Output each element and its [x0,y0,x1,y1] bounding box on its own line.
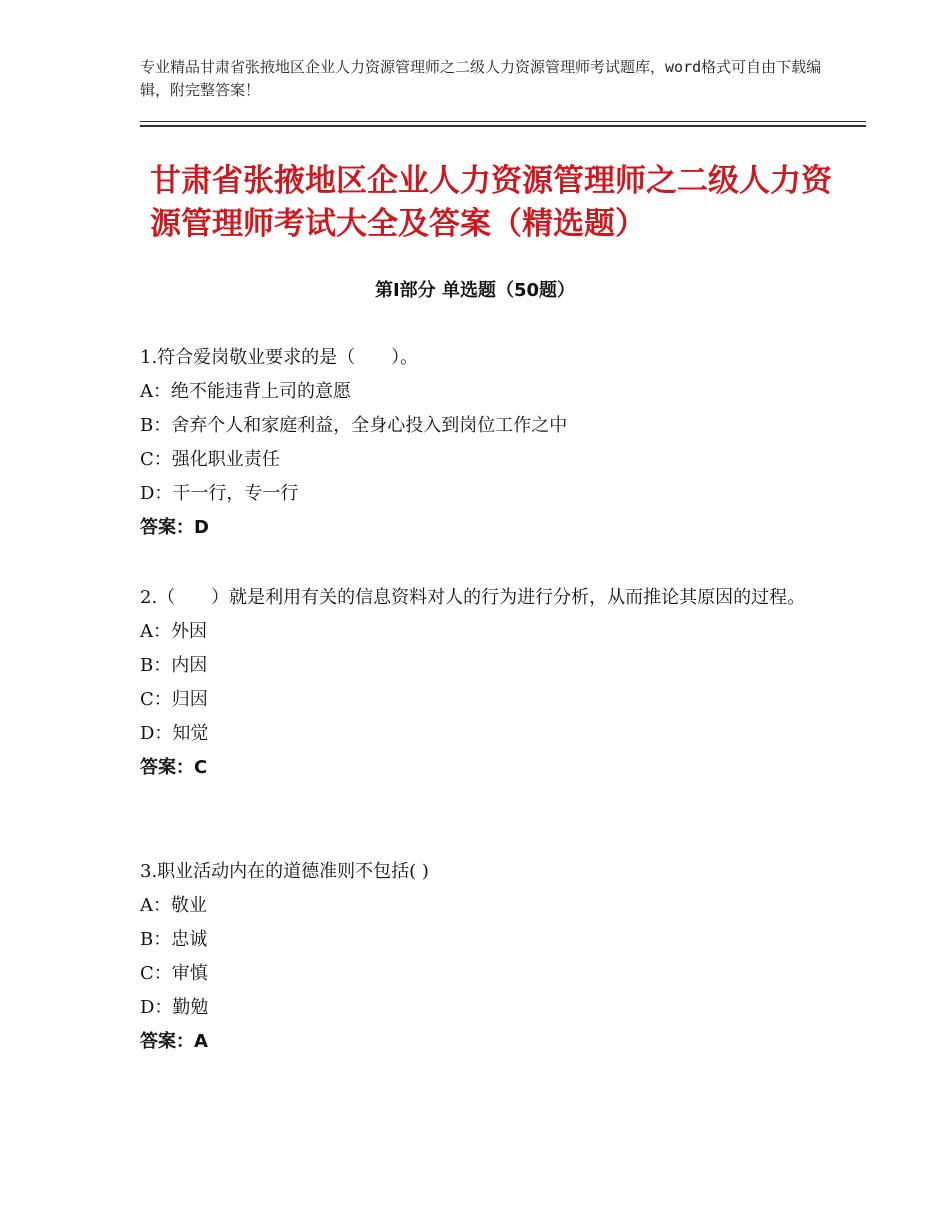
question-2 [140,581,820,785]
section-heading: 第Ⅰ部分 单选题（50题） [374,280,575,301]
header-divider-thick [140,125,866,127]
option-d: D：干一行，专一行 [140,483,299,504]
option-a: A：绝不能违背上司的意愿 [140,381,351,402]
option-c: C：归因 [140,689,208,710]
answer: 答案：A [140,1031,208,1052]
header-divider-thin [140,121,866,122]
question-1 [140,341,820,545]
question-stem: 1.符合爱岗敬业要求的是（ ）。 [140,347,419,368]
document-title: 甘肃省张掖地区企业人力资源管理师之二级人力资源管理师考试大全及答案（精选题） [150,163,832,242]
question-3 [140,855,820,1059]
option-b: B：忠诚 [140,929,208,950]
option-c: C：审慎 [140,963,208,984]
question-stem: 3.职业活动内在的道德准则不包括( ) [140,861,429,882]
option-a: A：外因 [140,621,207,642]
option-a: A：敬业 [140,895,207,916]
answer: 答案：C [140,757,208,778]
option-d: D：勤勉 [140,997,209,1018]
option-b: B：内因 [140,655,208,676]
option-d: D：知觉 [140,723,209,744]
answer: 答案：D [140,517,209,538]
option-b: B：舍弃个人和家庭利益，全身心投入到岗位工作之中 [140,415,568,436]
option-c: C：强化职业责任 [140,449,280,470]
question-stem: 2.（ ）就是利用有关的信息资料对人的行为进行分析，从而推论其原因的过程。 [140,587,806,608]
header-note: 专业精品甘肃省张掖地区企业人力资源管理师之二级人力资源管理师考试题库，word格式可自由下载编辑，附完整答案！ [140,58,822,99]
